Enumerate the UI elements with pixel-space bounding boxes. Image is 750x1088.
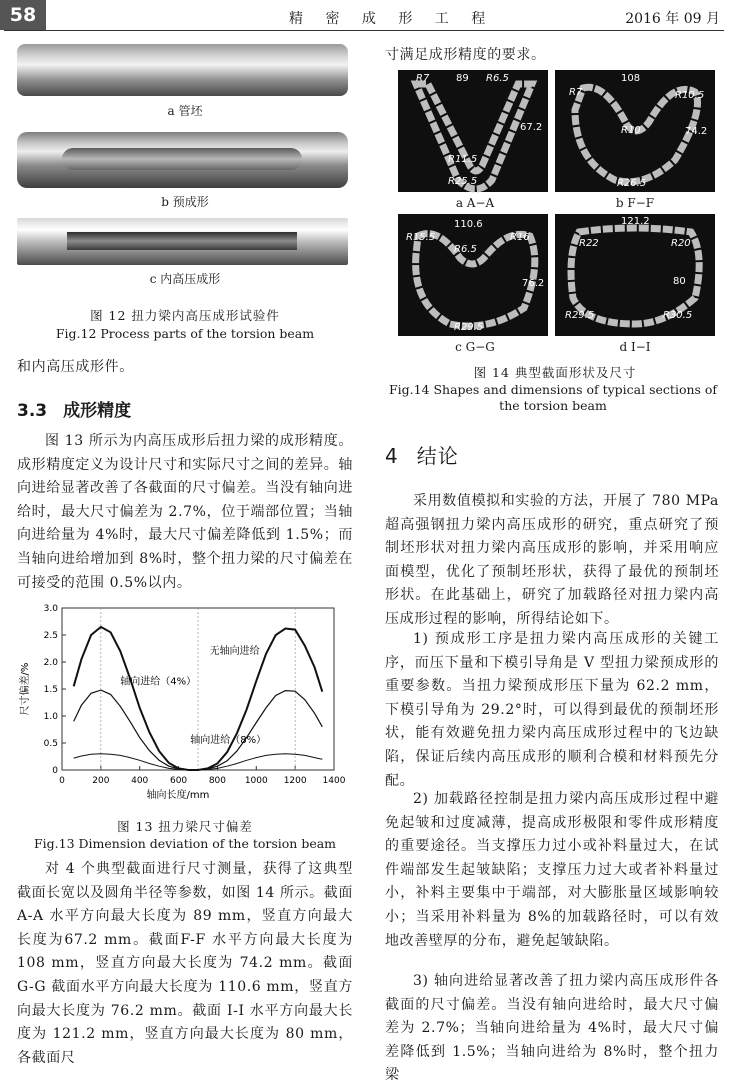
label-g-r16: R16: [510, 232, 530, 243]
section-g-image: [398, 214, 548, 336]
fig12-sub-b: b 预成形: [161, 195, 209, 209]
para-3-3: 图 13 所示为内高压成形后扭力梁的成形精度。成形精度定义为设计尺寸和实际尺寸之间的差异。轴向进给显著改善了各截面的尺寸偏差。当没有轴向进给时，最大尺寸偏差为 2.7%，位于端部位置；当轴向进给量为 4%时，最大尺寸偏差降低到 1.5%；而当轴向进给增加到 8%时，整个扭力梁的尺寸偏差在可接受的范围 0.5%以内。: [17, 433, 353, 591]
fig13-caption-en: Fig.13 Dimension deviation of the torsion beam: [33, 836, 337, 851]
label-f-r10: R10: [621, 125, 641, 136]
label-a-672: 67.2: [520, 122, 543, 133]
hydroformed-photo: [17, 218, 348, 265]
header-rule: [4, 30, 724, 31]
series-line: [74, 690, 323, 770]
tube-blank-photo: [17, 44, 348, 96]
x-tick-label: 1000: [244, 776, 268, 786]
section-title: 成形精度: [63, 401, 132, 421]
journal-title: 精 密 成 形 工 程: [289, 11, 495, 27]
section-f-sub: b F−F: [615, 196, 655, 210]
series-annotation: 轴向进给（8%）: [190, 735, 267, 746]
fig12-sub-c: c 内高压成形: [149, 272, 221, 286]
x-tick-label: 400: [131, 776, 149, 786]
label-i-r20: R20: [671, 238, 691, 249]
fig12-sub-a: a 管坯: [167, 104, 203, 118]
label-a-r255: R25.5: [448, 176, 478, 187]
y-tick-label: 0.5: [43, 739, 58, 749]
section-a-sub: a A−A: [455, 196, 495, 210]
x-tick-label: 800: [208, 776, 227, 786]
section-title: 结论: [416, 444, 459, 468]
section-g-sub: c G−G: [455, 340, 495, 354]
fig13-caption-cn: 图 13 扭力梁尺寸偏差: [117, 819, 253, 834]
section-4-heading: [385, 440, 477, 469]
label-f-742: 74.2: [685, 126, 708, 137]
section-i-sub: d I−I: [619, 340, 651, 354]
section-number: 3.3: [17, 401, 48, 421]
section-i-image: [555, 214, 715, 336]
x-tick-label: 1400: [322, 776, 346, 786]
para-4-1: 1) 预成形工序是扭力梁内高压成形的关键工序，而压下量和下模引导角是 V 型扭力梁预成形的重要参数。当扭力梁预成形压下量为 62.2 mm，下模引导角为 29.2°时，可以得到最优的预制坯形状，能有效避免扭力梁内高压成形过程中的飞边缺陷，保证后续内高压成形的顺利合模和材料预先分配。: [385, 631, 719, 789]
label-f-108: 108: [621, 73, 641, 84]
x-tick-label: 1200: [283, 776, 307, 786]
y-tick-label: 0: [52, 766, 58, 776]
preform-photo: [17, 132, 348, 188]
label-f-r7: R7: [569, 87, 583, 98]
section-number: 4: [385, 444, 399, 468]
label-i-80: 80: [673, 276, 686, 287]
label-a-r115: R11.5: [448, 154, 478, 165]
label-a-r7: R7: [416, 73, 430, 84]
issue-date: 2016 年 09 月: [625, 11, 720, 27]
label-f-r265: R26.5: [617, 178, 647, 189]
fig14-caption-cn: 图 14 典型截面形状及尺寸: [473, 365, 637, 380]
fig14-caption-en: Fig.14 Shapes and dimensions of typical sections of the torsion beam: [388, 382, 718, 413]
left-text-continued: 和内高压成形件。: [17, 359, 134, 375]
fig12-caption-cn: 图 12 扭力梁内高压成形试验件: [90, 308, 280, 323]
label-g-r65: R6.5: [454, 244, 477, 255]
page-number: 58: [0, 0, 46, 30]
x-tick-label: 0: [59, 776, 65, 786]
label-g-762: 76.2: [522, 278, 545, 289]
para-measurement: 对 4 个典型截面进行尺寸测量，获得了这典型截面长宽以及圆角半径等参数，如图 14 所示。截面 A-A 水平方向最大长度为 89 mm，竖直方向最大长度为67.2 mm。截面F-F 水平方向最大长度为 108 mm，竖直方向最大长度为 74.2 mm。截面 G-G 截面水平方向最大长度为 110.6 mm，竖直方向最大长度为 76.2 mm。截面 I-I 水平方向最大长度为 121.2 mm，竖直方向最大长度为 80 mm，各截面尺: [17, 861, 353, 1066]
para-4-intro: 采用数值模拟和实验的方法，开展了 780 MPa 超高强钢扭力梁内高压成形的研究，重点研究了预制坯形状对扭力梁内高压成形的影响，并采用响应面模型，优化了预制坯形状，获得了最优的预制坯形状。在此基础上，研究了加载路径对扭力梁内高压成形过程的影响，所得结论如下。: [385, 493, 719, 627]
label-g-r295: R29.5: [454, 322, 484, 333]
section-3-3-heading: [17, 396, 147, 421]
label-a-89: 89: [456, 73, 469, 84]
section-a-image: [398, 70, 548, 192]
y-tick-label: 1.0: [43, 712, 58, 722]
fig13-chart: [14, 598, 354, 801]
label-i-1212: 121.2: [621, 216, 650, 227]
label-g-1106: 110.6: [454, 219, 483, 230]
right-top-text: 寸满足成形精度的要求。: [385, 47, 546, 63]
label-a-r65: R6.5: [486, 73, 509, 84]
section-f-image: [555, 70, 715, 192]
y-tick-label: 1.5: [43, 685, 58, 695]
y-axis-label: 尺寸偏差/%: [20, 662, 31, 716]
series-annotation: 轴向进给（4%）: [120, 676, 197, 688]
y-tick-label: 2.5: [43, 631, 58, 641]
fig12-caption-en: Fig.12 Process parts of the torsion beam: [55, 326, 315, 341]
x-tick-label: 600: [169, 776, 188, 786]
x-tick-label: 200: [92, 776, 110, 786]
label-i-r22: R22: [579, 238, 599, 249]
label-f-r105: R10.5: [675, 90, 705, 101]
series-annotation: 无轴向进给: [209, 645, 260, 657]
y-tick-label: 3.0: [43, 604, 58, 614]
label-i-r305: R30.5: [663, 310, 693, 321]
para-4-3: 3) 轴向进给显著改善了扭力梁内高压成形件各截面的尺寸偏差。当没有轴向进给时，最大尺寸偏差为 2.7%；当轴向进给量为 4%时，最大尺寸偏差降低到 1.5%；当轴向进给为 8%时，整个扭力梁: [385, 973, 719, 1084]
y-tick-label: 2.0: [43, 658, 58, 668]
para-4-2: 2) 加载路径控制是扭力梁内高压成形过程中避免起皱和过度减薄，提高成形极限和零件成形精度的重要途径。当支撑压力过小或补料量过大，在试件端部发生起皱缺陷；支撑压力过大或者补料量过小，补料主要集中于端部，对大膨胀量区域影响较小；当采用补料量为 8%的加载路径时，可以有效地改善壁厚的分布，避免起皱缺陷。: [385, 791, 719, 949]
label-i-r295: R29.5: [565, 310, 595, 321]
x-axis-label: 轴向长度/mm: [146, 790, 210, 801]
label-g-r155: R15.5: [406, 232, 436, 243]
